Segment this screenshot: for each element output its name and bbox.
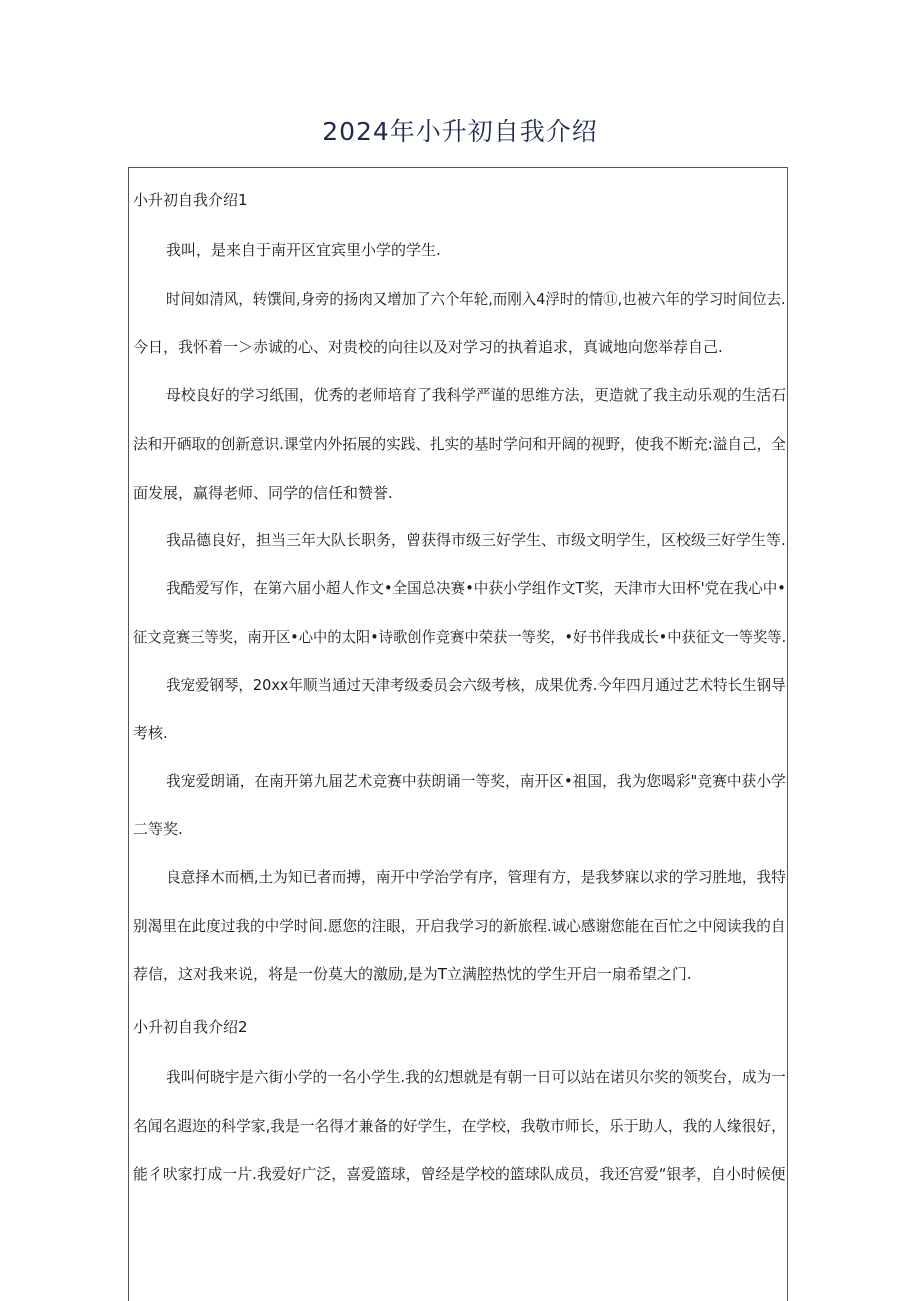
paragraph-line: 别渴里在此度过我的中学时间.愿您的注眼，开启我学习的新旅程.诚心感谢您能在百忙之中阅读我的自 [133,917,786,935]
paragraph-line: 二等奖. [133,820,183,838]
paragraph-line: 我叫，是来自于南开区宜宾里小学的学生. [166,241,441,259]
paragraph-line: 我酷爱写作，在第六届小超人作文•全国总决赛•中获小学组作文T奖，天津市大田杯'党在我心中• [166,579,786,597]
paragraph-line: 时间如清风，转馔间,身旁的扬肉又增加了六个年轮,而刚入4浮时的情⑪,也被六年的学习时间位去. [166,290,786,308]
paragraph-line: 我叫何晓宇是六街小学的一名小学生.我的幻想就是有朝一日可以站在诺贝尔奖的领奖台，成为一 [166,1068,786,1086]
section-heading-2: 小升初自我介绍2 [133,1018,248,1036]
paragraph-line: 良意择木而栖,土为知已者而搏，南开中学治学有序，管理有方，是我梦寐以求的学习胜地，我特 [166,868,786,886]
paragraph-line: 荐信，这对我来说，将是一份莫大的激励,是为T立满腔热忱的学生开启一扇希望之门. [133,965,692,983]
paragraph-line: 我品德良好，担当三年大队长职务，曾获得市级三好学生、市级文明学生，区校级三好学生等. [166,531,786,549]
document-title: 2024年小升初自我介绍 [322,117,598,146]
paragraph-line: 今日，我怀着一＞赤诚的心、对贵校的向往以及对学习的执着追求，真诚地向您举荐自己. [133,338,723,356]
paragraph-line: 面发展，赢得老师、同学的信任和赞誉. [133,484,393,502]
paragraph-line: 考核. [133,724,168,742]
paragraph-line: 名闻名遐迩的科学家,我是一名得才兼备的好学生，在学校，我敬市师长，乐于助人，我的人缘很好， [133,1117,786,1135]
paragraph-line: 法和开硒取的创新意识.课堂内外拓展的实践、扎实的基时学问和开阔的视野，使我不断充:溢自己，全 [133,435,786,453]
paragraph-line: 能彳吠家打成一片.我爱好广泛，喜爱篮球，曾经是学校的篮球队成员，我还宫爱“银孝，自小时候便 [133,1165,786,1183]
paragraph-line: 我宠爱钢琴，20xx年顺当通过天津考级委员会六级考核，成果优秀.今年四月通过艺术特长生钢导 [166,676,786,694]
section-heading-1: 小升初自我介绍1 [133,191,248,209]
paragraph-line: 征文竞赛三等奖，南开区•心中的太阳•诗歌创作竞赛中荣获一等奖，•好书伴我成长•中获征文一等奖等. [133,628,787,646]
paragraph-line: 我宠爱朗诵，在南开第九届艺术竞赛中获朗诵一等奖，南开区•祖国，我为您喝彩"竞赛中获小学 [166,772,786,790]
paragraph-line: 母校良好的学习纸围，优秀的老师培育了我科学严谨的思维方法，更造就了我主动乐观的生活石 [166,386,786,404]
